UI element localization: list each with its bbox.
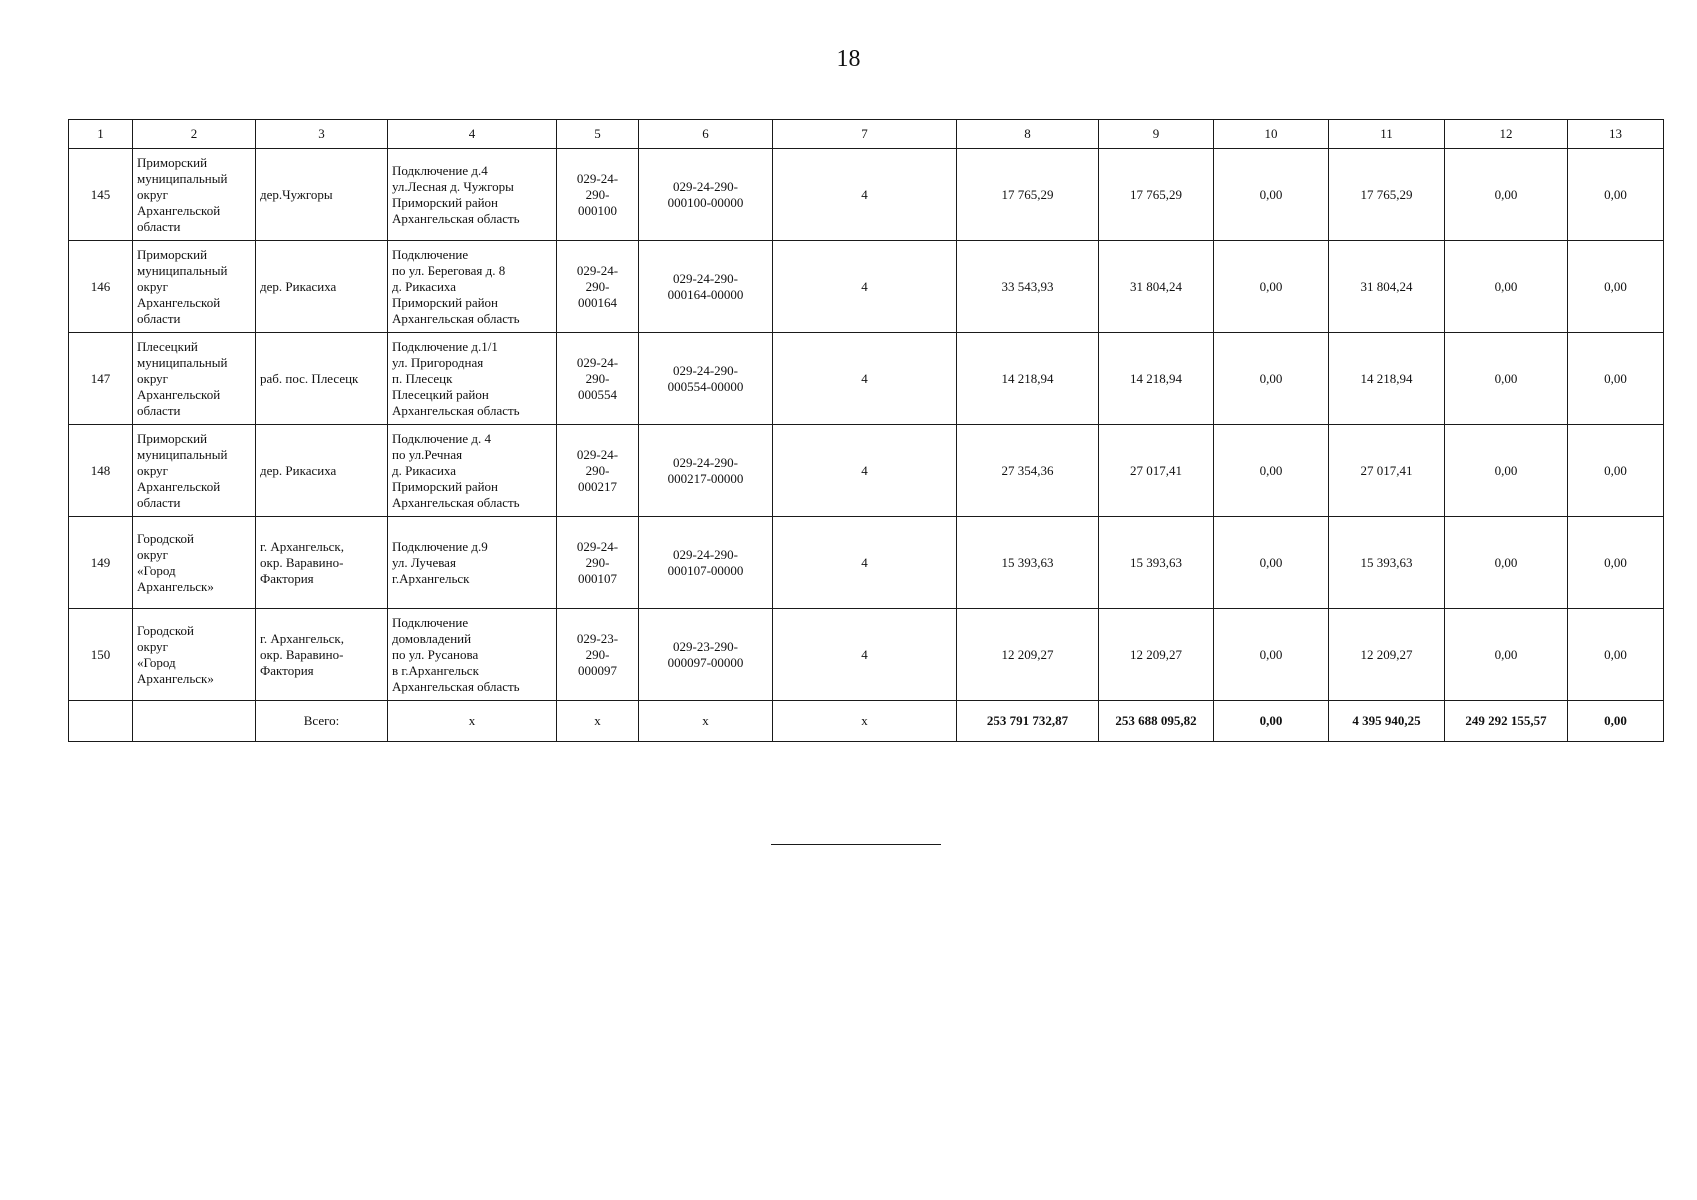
column-header: 2 bbox=[133, 120, 256, 149]
municipality-cell-line: Городской bbox=[137, 622, 194, 638]
table-row bbox=[69, 609, 1664, 701]
object-cell-line: Архангельская область bbox=[392, 402, 520, 418]
municipality-cell-line: округ bbox=[137, 546, 168, 562]
object-cell-line: Подключение д.4 bbox=[392, 162, 488, 178]
object-cell bbox=[388, 241, 557, 333]
amount-cell: 0,00 bbox=[1568, 149, 1664, 241]
municipality-cell-line: муниципальный bbox=[137, 262, 228, 278]
code-cell-line: 290- bbox=[585, 554, 610, 570]
amount-cell: 27 017,41 bbox=[1099, 425, 1214, 517]
full-code-cell-line: 029-23-290- bbox=[673, 638, 738, 654]
object-cell bbox=[388, 149, 557, 241]
total-row bbox=[69, 701, 1664, 742]
full-code-cell-line: 000554-00000 bbox=[667, 378, 744, 394]
municipality-cell-line: области bbox=[137, 218, 181, 234]
row-number: 146 bbox=[69, 241, 133, 333]
settlement-cell-line: дер.Чужгоры bbox=[260, 186, 333, 202]
table-row bbox=[69, 149, 1664, 241]
code-cell-line: 029-23- bbox=[576, 630, 619, 646]
code-cell-line: 029-24- bbox=[576, 446, 619, 462]
municipality-cell-line: области bbox=[137, 310, 181, 326]
municipality-cell bbox=[133, 241, 256, 333]
value-cell: 4 bbox=[773, 149, 957, 241]
amount-cell: 0,00 bbox=[1568, 241, 1664, 333]
code-cell bbox=[557, 241, 639, 333]
code-cell-line: 290- bbox=[585, 370, 610, 386]
municipality-cell-line: «Город bbox=[137, 562, 176, 578]
total-cell: x bbox=[773, 701, 957, 742]
column-header: 13 bbox=[1568, 120, 1664, 149]
municipality-cell-line: Архангельск» bbox=[137, 670, 214, 686]
amount-cell: 15 393,63 bbox=[957, 517, 1099, 609]
object-cell-line: ул.Лесная д. Чужгоры bbox=[392, 178, 514, 194]
municipality-cell-line: Архангельской bbox=[137, 386, 221, 402]
municipality-cell bbox=[133, 333, 256, 425]
row-number: 147 bbox=[69, 333, 133, 425]
row-number: 145 bbox=[69, 149, 133, 241]
municipality-cell-line: муниципальный bbox=[137, 170, 228, 186]
settlement-cell-line: дер. Рикасиха bbox=[260, 462, 337, 478]
amount-cell: 17 765,29 bbox=[957, 149, 1099, 241]
municipality-cell-line: округ bbox=[137, 638, 168, 654]
code-cell-line: 029-24- bbox=[576, 262, 619, 278]
full-code-cell bbox=[639, 609, 773, 701]
object-cell-line: Архангельская область bbox=[392, 678, 520, 694]
full-code-cell-line: 000217-00000 bbox=[667, 470, 744, 486]
total-cell: x bbox=[639, 701, 773, 742]
amount-cell: 33 543,93 bbox=[957, 241, 1099, 333]
code-cell-line: 000107 bbox=[578, 570, 617, 586]
code-cell-line: 000097 bbox=[578, 662, 617, 678]
amount-cell: 14 218,94 bbox=[1099, 333, 1214, 425]
amount-cell: 0,00 bbox=[1568, 333, 1664, 425]
amount-cell: 0,00 bbox=[1445, 333, 1568, 425]
code-cell-line: 000100 bbox=[578, 202, 617, 218]
object-cell-line: по ул.Речная bbox=[392, 446, 463, 462]
value-cell: 4 bbox=[773, 609, 957, 701]
code-cell-line: 000554 bbox=[578, 386, 617, 402]
object-cell-line: п. Плесецк bbox=[392, 370, 453, 386]
table-row bbox=[69, 425, 1664, 517]
object-cell bbox=[388, 609, 557, 701]
amount-cell: 27 354,36 bbox=[957, 425, 1099, 517]
full-code-cell-line: 029-24-290- bbox=[673, 454, 738, 470]
full-code-cell bbox=[639, 241, 773, 333]
municipality-cell bbox=[133, 609, 256, 701]
municipality-cell-line: «Город bbox=[137, 654, 176, 670]
total-label: Всего: bbox=[256, 701, 388, 742]
municipality-cell bbox=[133, 517, 256, 609]
settlement-cell-line: окр. Варавино- bbox=[260, 554, 344, 570]
object-cell-line: Подключение д.9 bbox=[392, 538, 488, 554]
object-cell-line: Плесецкий район bbox=[392, 386, 489, 402]
amount-cell: 0,00 bbox=[1445, 517, 1568, 609]
municipality-cell-line: области bbox=[137, 402, 181, 418]
total-cell: 4 395 940,25 bbox=[1329, 701, 1445, 742]
amount-cell: 15 393,63 bbox=[1329, 517, 1445, 609]
object-cell-line: Приморский район bbox=[392, 194, 499, 210]
municipality-cell-line: округ bbox=[137, 278, 168, 294]
settlement-cell bbox=[256, 333, 388, 425]
code-cell bbox=[557, 333, 639, 425]
total-cell: 249 292 155,57 bbox=[1445, 701, 1568, 742]
full-code-cell-line: 000107-00000 bbox=[667, 562, 744, 578]
total-cell: x bbox=[388, 701, 557, 742]
object-cell-line: ул. Лучевая bbox=[392, 554, 456, 570]
column-header: 5 bbox=[557, 120, 639, 149]
table-row bbox=[69, 517, 1664, 609]
settlement-cell bbox=[256, 425, 388, 517]
code-cell-line: 290- bbox=[585, 186, 610, 202]
full-code-cell bbox=[639, 425, 773, 517]
code-cell bbox=[557, 517, 639, 609]
total-cell: 253 688 095,82 bbox=[1099, 701, 1214, 742]
column-header: 1 bbox=[69, 120, 133, 149]
municipality-cell-line: Архангельской bbox=[137, 478, 221, 494]
object-cell-line: Подключение д.1/1 bbox=[392, 338, 498, 354]
page-number: 18 bbox=[836, 46, 861, 72]
amount-cell: 0,00 bbox=[1445, 609, 1568, 701]
table-row bbox=[69, 241, 1664, 333]
amount-cell: 14 218,94 bbox=[1329, 333, 1445, 425]
code-cell-line: 290- bbox=[585, 646, 610, 662]
municipality-cell-line: муниципальный bbox=[137, 354, 228, 370]
object-cell-line: домовладений bbox=[392, 630, 472, 646]
total-empty-cell bbox=[133, 701, 256, 742]
municipality-cell-line: Архангельской bbox=[137, 202, 221, 218]
code-cell-line: 000217 bbox=[578, 478, 617, 494]
municipality-cell-line: Плесецкий bbox=[137, 338, 198, 354]
value-cell: 4 bbox=[773, 241, 957, 333]
amount-cell: 0,00 bbox=[1568, 425, 1664, 517]
object-cell-line: Подключение bbox=[392, 246, 469, 262]
object-cell-line: Подключение bbox=[392, 614, 469, 630]
amount-cell: 12 209,27 bbox=[957, 609, 1099, 701]
full-code-cell-line: 029-24-290- bbox=[673, 546, 738, 562]
code-cell bbox=[557, 609, 639, 701]
amount-cell: 31 804,24 bbox=[1099, 241, 1214, 333]
full-code-cell bbox=[639, 149, 773, 241]
municipality-cell-line: Архангельской bbox=[137, 294, 221, 310]
total-empty-cell bbox=[69, 701, 133, 742]
column-header: 7 bbox=[773, 120, 957, 149]
object-cell-line: д. Рикасиха bbox=[392, 278, 457, 294]
amount-cell: 31 804,24 bbox=[1329, 241, 1445, 333]
amount-cell: 0,00 bbox=[1214, 241, 1329, 333]
row-number: 148 bbox=[69, 425, 133, 517]
object-cell-line: Архангельская область bbox=[392, 210, 520, 226]
object-cell-line: г.Архангельск bbox=[392, 570, 470, 586]
total-cell: 0,00 bbox=[1214, 701, 1329, 742]
code-cell-line: 290- bbox=[585, 278, 610, 294]
footer-rule bbox=[771, 844, 941, 845]
header-row bbox=[69, 120, 1664, 149]
code-cell bbox=[557, 149, 639, 241]
column-header: 10 bbox=[1214, 120, 1329, 149]
column-header: 12 bbox=[1445, 120, 1568, 149]
settlement-cell bbox=[256, 241, 388, 333]
object-cell bbox=[388, 333, 557, 425]
amount-cell: 0,00 bbox=[1568, 517, 1664, 609]
municipality-cell-line: муниципальный bbox=[137, 446, 228, 462]
amount-cell: 0,00 bbox=[1445, 241, 1568, 333]
full-code-cell bbox=[639, 517, 773, 609]
column-header: 3 bbox=[256, 120, 388, 149]
object-cell bbox=[388, 425, 557, 517]
object-cell-line: Приморский район bbox=[392, 294, 499, 310]
object-cell-line: Архангельская область bbox=[392, 494, 520, 510]
full-code-cell-line: 000164-00000 bbox=[667, 286, 744, 302]
settlement-cell-line: г. Архангельск, bbox=[260, 630, 344, 646]
full-code-cell-line: 029-24-290- bbox=[673, 270, 738, 286]
municipality-cell-line: Приморский bbox=[137, 430, 208, 446]
amount-cell: 0,00 bbox=[1214, 609, 1329, 701]
municipality-cell-line: округ bbox=[137, 370, 168, 386]
data-table bbox=[68, 119, 1664, 742]
municipality-cell-line: округ bbox=[137, 462, 168, 478]
municipality-cell-line: Городской bbox=[137, 530, 194, 546]
object-cell-line: Приморский район bbox=[392, 478, 499, 494]
amount-cell: 0,00 bbox=[1445, 149, 1568, 241]
column-header: 9 bbox=[1099, 120, 1214, 149]
column-header: 6 bbox=[639, 120, 773, 149]
row-number: 150 bbox=[69, 609, 133, 701]
object-cell-line: Архангельская область bbox=[392, 310, 520, 326]
table-row bbox=[69, 333, 1664, 425]
amount-cell: 17 765,29 bbox=[1329, 149, 1445, 241]
column-header: 11 bbox=[1329, 120, 1445, 149]
municipality-cell-line: области bbox=[137, 494, 181, 510]
amount-cell: 0,00 bbox=[1214, 425, 1329, 517]
object-cell-line: по ул. Береговая д. 8 bbox=[392, 262, 506, 278]
amount-cell: 17 765,29 bbox=[1099, 149, 1214, 241]
value-cell: 4 bbox=[773, 425, 957, 517]
full-code-cell-line: 000100-00000 bbox=[667, 194, 744, 210]
object-cell-line: по ул. Русанова bbox=[392, 646, 479, 662]
code-cell-line: 290- bbox=[585, 462, 610, 478]
total-cell: x bbox=[557, 701, 639, 742]
object-cell-line: в г.Архангельск bbox=[392, 662, 479, 678]
amount-cell: 0,00 bbox=[1214, 333, 1329, 425]
settlement-cell-line: Фактория bbox=[260, 570, 314, 586]
row-number: 149 bbox=[69, 517, 133, 609]
settlement-cell bbox=[256, 609, 388, 701]
amount-cell: 12 209,27 bbox=[1099, 609, 1214, 701]
settlement-cell-line: окр. Варавино- bbox=[260, 646, 344, 662]
settlement-cell bbox=[256, 517, 388, 609]
column-header: 8 bbox=[957, 120, 1099, 149]
amount-cell: 14 218,94 bbox=[957, 333, 1099, 425]
total-cell: 0,00 bbox=[1568, 701, 1664, 742]
code-cell-line: 029-24- bbox=[576, 170, 619, 186]
amount-cell: 12 209,27 bbox=[1329, 609, 1445, 701]
settlement-cell-line: дер. Рикасиха bbox=[260, 278, 337, 294]
municipality-cell-line: Приморский bbox=[137, 154, 208, 170]
amount-cell: 27 017,41 bbox=[1329, 425, 1445, 517]
object-cell bbox=[388, 517, 557, 609]
amount-cell: 0,00 bbox=[1568, 609, 1664, 701]
column-header: 4 bbox=[388, 120, 557, 149]
value-cell: 4 bbox=[773, 517, 957, 609]
value-cell: 4 bbox=[773, 333, 957, 425]
code-cell-line: 029-24- bbox=[576, 538, 619, 554]
full-code-cell-line: 029-24-290- bbox=[673, 362, 738, 378]
code-cell-line: 029-24- bbox=[576, 354, 619, 370]
municipality-cell-line: Архангельск» bbox=[137, 578, 214, 594]
total-cell: 253 791 732,87 bbox=[957, 701, 1099, 742]
settlement-cell-line: Фактория bbox=[260, 662, 314, 678]
amount-cell: 0,00 bbox=[1214, 517, 1329, 609]
amount-cell: 0,00 bbox=[1445, 425, 1568, 517]
municipality-cell-line: Приморский bbox=[137, 246, 208, 262]
municipality-cell bbox=[133, 425, 256, 517]
settlement-cell-line: г. Архангельск, bbox=[260, 538, 344, 554]
code-cell-line: 000164 bbox=[578, 294, 617, 310]
object-cell-line: ул. Пригородная bbox=[392, 354, 484, 370]
settlement-cell bbox=[256, 149, 388, 241]
object-cell-line: д. Рикасиха bbox=[392, 462, 457, 478]
code-cell bbox=[557, 425, 639, 517]
municipality-cell bbox=[133, 149, 256, 241]
municipality-cell-line: округ bbox=[137, 186, 168, 202]
full-code-cell-line: 029-24-290- bbox=[673, 178, 738, 194]
full-code-cell-line: 000097-00000 bbox=[667, 654, 744, 670]
amount-cell: 0,00 bbox=[1214, 149, 1329, 241]
amount-cell: 15 393,63 bbox=[1099, 517, 1214, 609]
full-code-cell bbox=[639, 333, 773, 425]
object-cell-line: Подключение д. 4 bbox=[392, 430, 492, 446]
settlement-cell-line: раб. пос. Плесецк bbox=[260, 370, 359, 386]
